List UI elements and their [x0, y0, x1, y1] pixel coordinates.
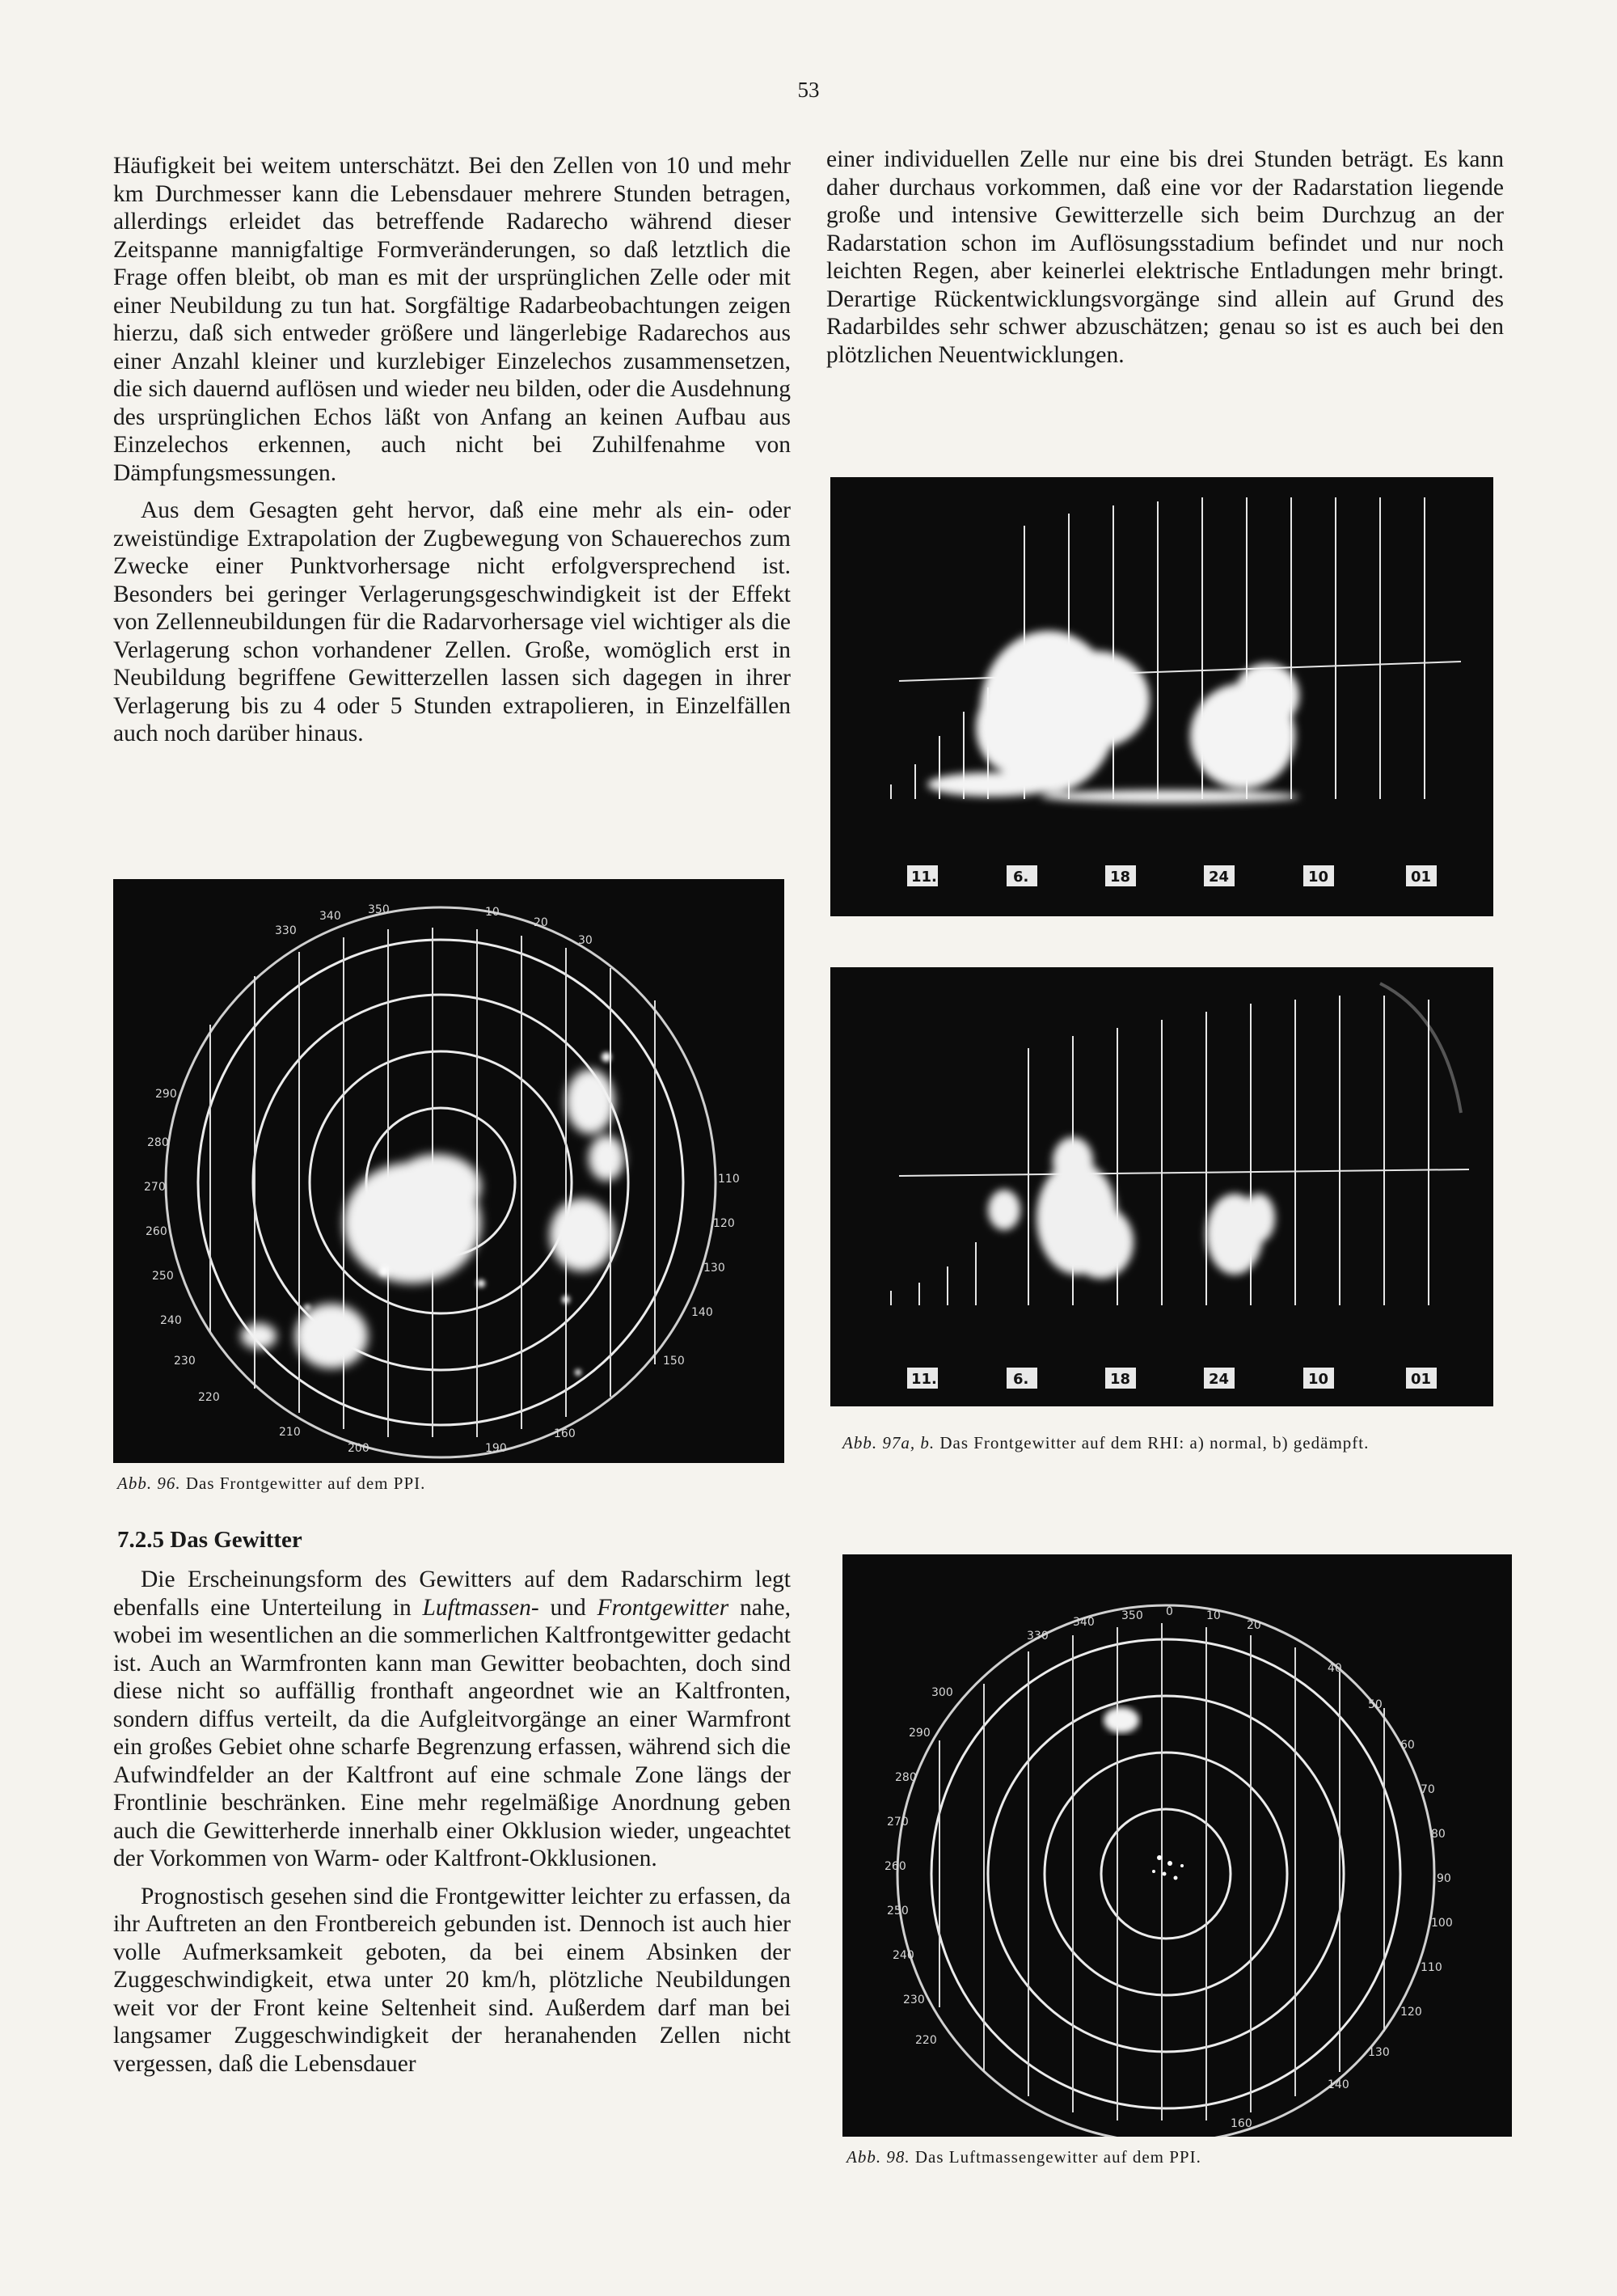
range-tag: 24 — [1209, 1371, 1230, 1388]
range-tag: 18 — [1110, 869, 1131, 886]
range-tag: 18 — [1110, 1371, 1131, 1388]
paragraph: einer individuellen Zelle nur eine bis drei Stunden beträgt. Es kann daher durchaus vorkommen, daß eine vor der Radarstation liegende große und intensive Gewitterzelle sich beim Durchzug an der Radarstation schon im Auflösungsstadium befindet und nur noch leichten Regen, aber keinerlei elektrische Entladungen mehr bringt. Derartige Rückentwicklungsvorgänge sind allein auf Grund des Radarbildes sehr schwer abzuschätzen; genau so ist es auch bei den plötzlichen Neuentwicklungen. — [826, 146, 1504, 368]
radar-rhi-damped-image — [830, 967, 1493, 1406]
bearing-label: 300 — [931, 1686, 953, 1699]
range-tag: 10 — [1308, 869, 1329, 886]
bearing-label: 160 — [554, 1427, 576, 1440]
bearing-label: 110 — [1421, 1961, 1442, 1974]
bearing-label: 260 — [146, 1225, 167, 1238]
bearing-label: 120 — [713, 1217, 735, 1230]
bearing-label: 220 — [915, 2034, 937, 2047]
figure-98-caption — [846, 2147, 1201, 2167]
right-column-text — [826, 146, 1504, 369]
bearing-label: 150 — [663, 1355, 685, 1368]
bearing-label: 50 — [1368, 1698, 1383, 1711]
section-heading — [117, 1527, 302, 1554]
paragraph: Prognostisch gesehen sind die Frontgewitter leichter zu erfassen, da ihr Auftreten an den Frontbereich gebunden ist. Dennoch ist auch hier volle Aufmerksamkeit geboten, da bei einem Absinken der Zuggeschwindigkeit, etwa unter 20 km/h, plötzliche Neubildungen weit vor der Front keine Seltenheit sind. Außerdem darf man bei langsamer Zuggeschwindigkeit der heranahenden Zellen nicht vergessen, daß die Lebensdauer — [113, 1883, 791, 2077]
bearing-label: 230 — [174, 1355, 196, 1368]
bearing-label: 200 — [348, 1442, 369, 1455]
figure-97a-rhi — [830, 477, 1493, 916]
bearing-label: 90 — [1437, 1872, 1451, 1885]
bearing-label: 80 — [1431, 1828, 1446, 1841]
paragraph: Häufigkeit bei weitem unterschätzt. Bei den Zellen von 10 und mehr km Durchmesser kann die Lebensdauer mehrere Stunden betragen, allerdings erleidet das betreffende Radarecho während dieser Zeitspanne mannigfaltige Formveränderungen, so daß letztlich die Frage offen bleibt, ob man es mit der ursprünglichen Zelle oder mit einer Neubildung zu tun hat. Sorgfältige Radarbeobachtungen zeigen hierzu, daß sich entweder größere und längerlebige Radarechos aus einer Anzahl kleiner und kurzlebiger Einzelechos zusammensetzen, die sich dauernd auflösen und wieder neu bilden, oder die Ausdehnung des ursprünglichen Echos läßt von Anfang an keinen Aufbau aus Einzelechos erkennen, auch nicht bei Zuhilfenahme von Dämpfungsmessungen. — [113, 153, 791, 486]
bearing-label: 270 — [144, 1181, 166, 1194]
bearing-label: 350 — [1121, 1609, 1143, 1622]
range-tag: 11. — [911, 869, 937, 886]
bearing-label: 0 — [1166, 1605, 1173, 1618]
radar-ppi-frontal-image — [113, 879, 784, 1463]
bearing-label: 250 — [887, 1905, 909, 1918]
figure-96-caption — [117, 1474, 425, 1493]
bearing-label: 350 — [368, 903, 390, 916]
bearing-label: 290 — [155, 1088, 177, 1101]
bearing-label: 10 — [485, 906, 500, 919]
range-tag: 6. — [1013, 869, 1029, 886]
bearing-label: 30 — [578, 934, 593, 947]
figure-98-ppi — [842, 1554, 1512, 2137]
caption-label: Abb. 96. — [117, 1474, 181, 1493]
caption-text: Das Frontgewitter auf dem RHI: a) normal, b) gedämpft. — [939, 1433, 1370, 1452]
bearing-label: 280 — [147, 1136, 169, 1149]
emphasis: Luftmassen- — [422, 1594, 539, 1621]
bearing-label: 290 — [909, 1727, 931, 1740]
figure-96-ppi — [113, 879, 784, 1463]
emphasis: Frontgewitter — [597, 1594, 729, 1621]
bearing-label: 190 — [485, 1442, 507, 1455]
caption-text: Das Frontgewitter auf dem PPI. — [185, 1474, 426, 1493]
radar-rhi-normal-image — [830, 477, 1493, 916]
bearing-label: 140 — [1328, 2078, 1349, 2091]
bearing-label: 40 — [1328, 1662, 1342, 1675]
bearing-label: 280 — [895, 1771, 917, 1784]
left-column-text — [113, 152, 791, 748]
figure-97-caption — [842, 1433, 1514, 1452]
bearing-label: 230 — [903, 1994, 925, 2006]
range-tag: 11. — [911, 1371, 937, 1388]
bearing-label: 220 — [198, 1391, 220, 1404]
bearing-label: 270 — [887, 1816, 909, 1829]
bearing-label: 330 — [1027, 1630, 1049, 1643]
caption-label: Abb. 97a, b. — [842, 1433, 935, 1452]
bearing-label: 20 — [534, 916, 548, 929]
page-number: 53 — [797, 78, 820, 102]
bearing-label: 340 — [319, 910, 341, 923]
bearing-label: 10 — [1206, 1609, 1221, 1622]
caption-label: Abb. 98. — [846, 2147, 910, 2167]
range-tag: 6. — [1013, 1371, 1029, 1388]
range-tag: 01 — [1411, 869, 1432, 886]
range-tag: 10 — [1308, 1371, 1329, 1388]
bearing-label: 130 — [703, 1262, 725, 1275]
bearing-label: 120 — [1400, 2006, 1422, 2019]
radar-ppi-airmass-image — [842, 1554, 1512, 2137]
bearing-label: 60 — [1400, 1739, 1415, 1752]
bearing-label: 110 — [718, 1173, 740, 1186]
bearing-label: 160 — [1231, 2117, 1252, 2130]
bearing-label: 250 — [152, 1270, 174, 1283]
paragraph: Die Erscheinungsform des Gewitters auf dem Radarschirm legt ebenfalls eine Unterteilung in Luftmassen- und Frontgewitter nahe, wobei im wesentlichen an die sommerlichen Kaltfrontgewitter gedacht ist. Auch an Warmfronten kann man Gewitter beobachten, doch sind diese nicht so auffällig fronthaft angeordnet wie an Kaltfronten, sondern diffus verteilt, da die Aufgleitvorgänge an einer Warmfront ein großes Gebiet ohne scharfe Begrenzung erfassen, während sich die Aufwindfelder an der Kaltfront auf eine schmale Zone längs der Frontlinie beschränken. Eine mehr regelmäßige Anordnung geben auch die Gewitterherde innerhalb einer Okklusion wieder, ungeachtet der Vorkommen von Warm- oder Kaltfront-Okklusionen. — [113, 1567, 792, 1871]
figure-97b-rhi — [830, 967, 1493, 1406]
bearing-label: 330 — [275, 924, 297, 937]
section-number: 7.2.5 — [117, 1527, 164, 1553]
bearing-label: 240 — [160, 1314, 182, 1327]
section-text — [113, 1566, 791, 2078]
caption-text: Das Luftmassengewitter auf dem PPI. — [914, 2147, 1201, 2167]
bearing-label: 240 — [893, 1949, 914, 1962]
paragraph: Aus dem Gesagten geht hervor, daß eine mehr als ein- oder zweistündige Extrapolation der Zugbewegung von Schauerechos zum Zwecke einer Punktvorhersage nicht erfolgversprechend ist. Besonders bei geringer Verlagerungsgeschwindigkeit ist der Effekt von Zellenneubildungen für die Radarvorhersage viel wichtiger als die Verlagerung schon vorhandener Zellen. Große, womöglich erst in Neubildung begriffene Gewitterzellen lassen sich dagegen in ihrer Verlagerung bis zu 4 oder 5 Stunden extrapolieren, in Einzelfällen auch noch darüber hinaus. — [113, 497, 791, 746]
bearing-label: 340 — [1073, 1616, 1095, 1629]
range-tag: 24 — [1209, 869, 1230, 886]
range-tag: 01 — [1411, 1371, 1432, 1388]
bearing-label: 140 — [691, 1306, 713, 1319]
section-title: Das Gewitter — [170, 1527, 302, 1553]
bearing-label: 20 — [1247, 1619, 1261, 1632]
bearing-label: 100 — [1431, 1917, 1453, 1930]
bearing-label: 130 — [1368, 2046, 1390, 2059]
bearing-label: 210 — [279, 1426, 301, 1439]
bearing-label: 260 — [884, 1860, 906, 1873]
bearing-label: 70 — [1421, 1783, 1435, 1796]
